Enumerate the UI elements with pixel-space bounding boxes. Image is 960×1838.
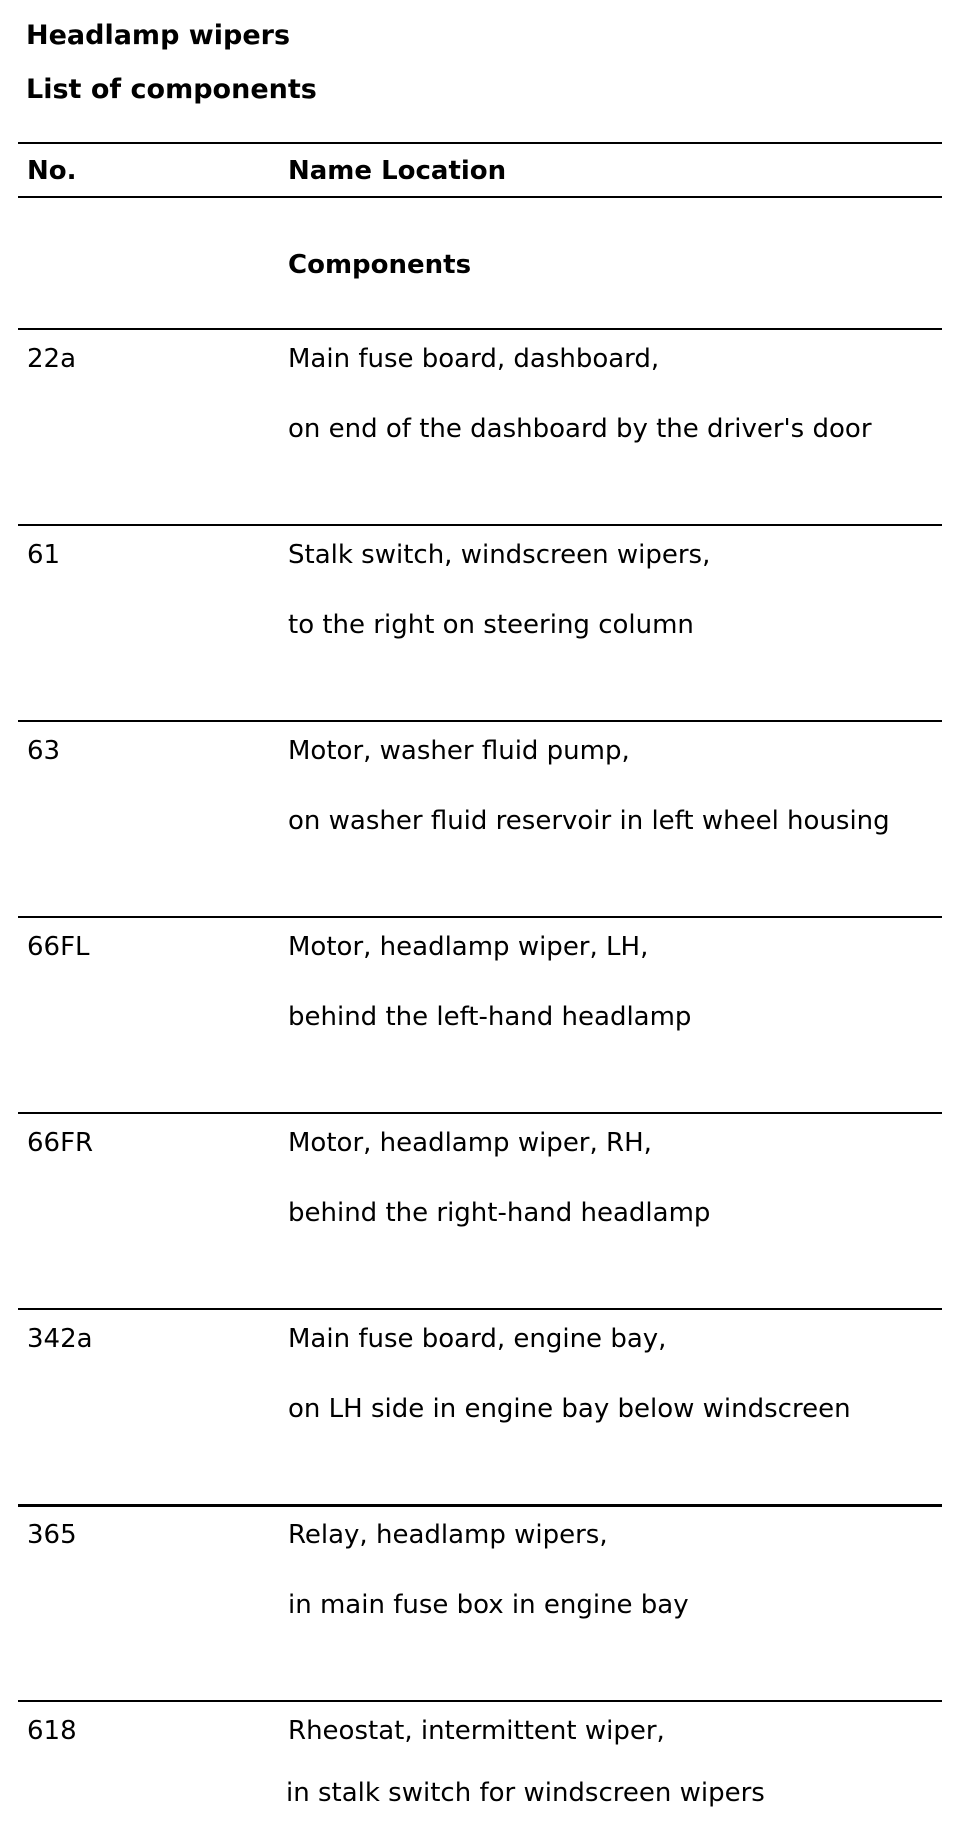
document-subtitle: List of components xyxy=(26,74,317,105)
row-name: Stalk switch, windscreen wipers, xyxy=(288,540,711,570)
row-location: on washer fluid reservoir in left wheel housing xyxy=(288,806,890,836)
table-row xyxy=(0,1112,960,1308)
header-no: No. xyxy=(27,156,77,186)
row-name: Motor, headlamp wiper, LH, xyxy=(288,932,649,962)
table-row xyxy=(0,1308,960,1504)
row-location: in stalk switch for windscreen wipers xyxy=(286,1778,765,1808)
section-label-components: Components xyxy=(288,250,472,280)
table-row xyxy=(0,720,960,916)
document-title: Headlamp wipers xyxy=(26,20,291,51)
table-row xyxy=(0,328,960,524)
table-row xyxy=(0,524,960,720)
row-location: to the right on steering column xyxy=(288,610,694,640)
row-location: behind the right-hand headlamp xyxy=(288,1198,711,1228)
table-row xyxy=(0,916,960,1112)
header-name-location: Name Location xyxy=(288,156,507,186)
table-row xyxy=(0,1700,960,1838)
row-number: 66FL xyxy=(27,932,90,962)
row-location: on end of the dashboard by the driver's door xyxy=(288,414,872,444)
header-bottom-rule xyxy=(18,196,942,198)
row-location: in main fuse box in engine bay xyxy=(288,1590,689,1620)
row-number: 342a xyxy=(27,1324,93,1354)
row-name: Main fuse board, dashboard, xyxy=(288,344,660,374)
row-number: 63 xyxy=(27,736,61,766)
table-top-rule xyxy=(18,142,942,144)
row-name: Relay, headlamp wipers, xyxy=(288,1520,608,1550)
row-name: Main fuse board, engine bay, xyxy=(288,1324,667,1354)
row-name: Rheostat, intermittent wiper, xyxy=(288,1716,665,1746)
row-name: Motor, headlamp wiper, RH, xyxy=(288,1128,652,1158)
row-number: 66FR xyxy=(27,1128,94,1158)
row-number: 22a xyxy=(27,344,77,374)
row-number: 618 xyxy=(27,1716,77,1746)
row-name: Motor, washer fluid pump, xyxy=(288,736,630,766)
row-location: on LH side in engine bay below windscreen xyxy=(288,1394,851,1424)
row-number: 365 xyxy=(27,1520,77,1550)
table-row xyxy=(0,1504,960,1700)
row-number: 61 xyxy=(27,540,61,570)
row-location: behind the left-hand headlamp xyxy=(288,1002,692,1032)
